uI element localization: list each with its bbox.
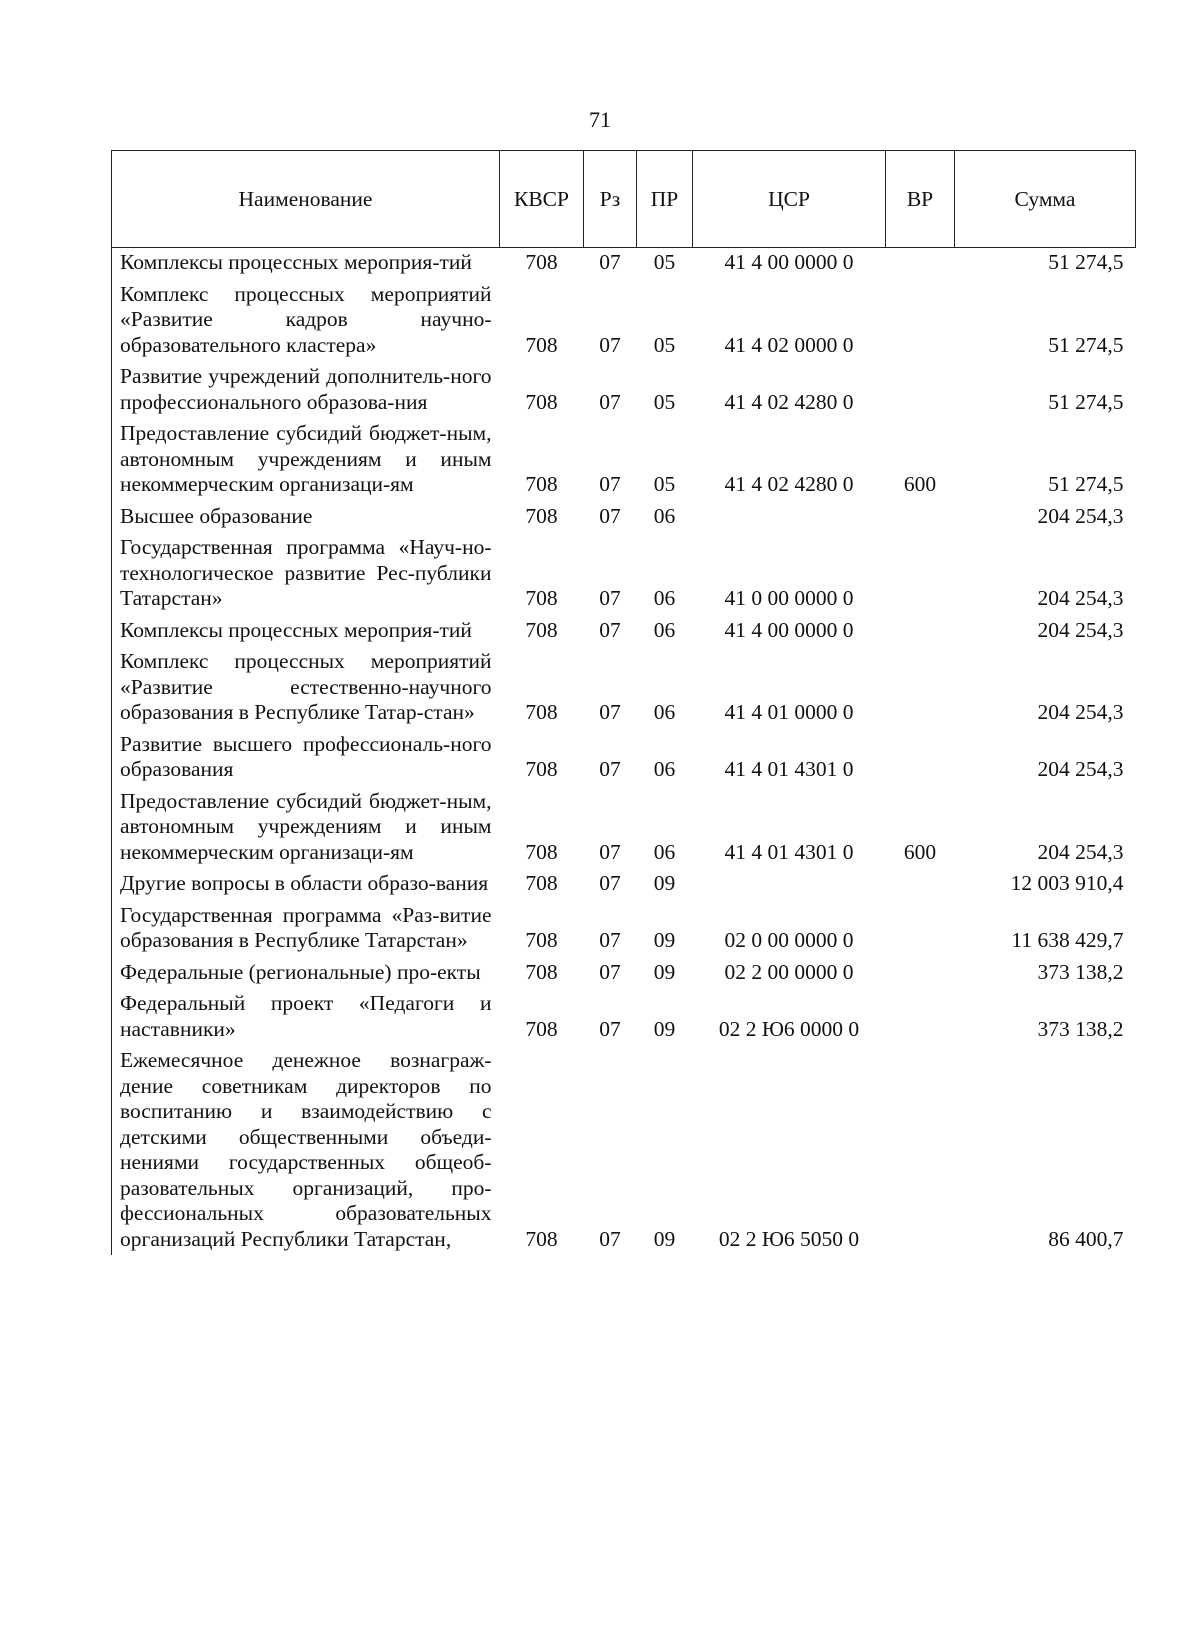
row-rz: 07: [599, 617, 621, 642]
table-row: [112, 646, 1136, 729]
row-kvsr: 708: [525, 250, 558, 274]
row-pr: 06: [653, 700, 676, 724]
row-rz: 07: [599, 839, 621, 864]
table-row: [112, 868, 1136, 900]
header-row: [112, 151, 1136, 248]
header-rz: Рз: [584, 151, 637, 248]
row-csr: 41 4 02 0000 0: [724, 332, 854, 357]
row-name: Комплексы процессных мероприя-тий: [112, 615, 500, 647]
row-pr: 06: [653, 617, 676, 642]
row-rz: 07: [599, 700, 621, 724]
row-kvsr: 708: [525, 959, 558, 984]
row-pr: 06: [653, 586, 676, 610]
row-csr: 41 4 00 0000 0: [724, 617, 854, 642]
row-vr: [886, 501, 955, 533]
row-rz: 07: [599, 332, 621, 357]
header-kvsr: КВСР: [500, 151, 584, 248]
row-rz: 07: [599, 389, 621, 414]
row-rz: 07: [599, 503, 621, 528]
row-sum: 373 138,2: [1037, 1016, 1124, 1041]
header-vr: ВР: [886, 151, 955, 248]
row-kvsr: 708: [525, 332, 558, 357]
table-row: [112, 900, 1136, 957]
row-vr: [886, 957, 955, 989]
row-name: Комплекс процессных мероприятий «Развитие кадров научно-образовательного кластера»: [112, 279, 500, 362]
header-sum: Сумма: [955, 151, 1136, 248]
row-pr: 05: [653, 389, 676, 414]
row-csr: 41 4 01 4301 0: [724, 757, 854, 781]
row-csr: 02 2 Ю6 0000 0: [718, 1016, 860, 1041]
row-sum: 373 138,2: [1037, 959, 1124, 984]
row-sum: 51 274,5: [1048, 472, 1124, 496]
row-vr: [886, 868, 955, 900]
table-row: [112, 957, 1136, 989]
row-csr: [693, 501, 886, 533]
row-name: Другие вопросы в области образо-вания: [112, 868, 500, 900]
row-vr: [886, 361, 955, 418]
row-csr: 41 4 02 4280 0: [724, 389, 854, 414]
row-rz: 07: [599, 871, 621, 895]
row-kvsr: 708: [525, 472, 558, 496]
row-name: Предоставление субсидий бюджет-ным, автономным учреждениям и иным некоммерческим организаци-ям: [112, 786, 500, 869]
row-name: Высшее образование: [112, 501, 500, 533]
row-sum: 204 254,3: [1037, 839, 1124, 864]
row-rz: 07: [599, 250, 621, 274]
row-vr: 600: [903, 472, 937, 496]
row-csr: 02 0 00 0000 0: [724, 928, 854, 952]
row-rz: 07: [599, 472, 621, 496]
row-vr: [886, 646, 955, 729]
budget-table: [111, 150, 1136, 1255]
row-vr: [886, 532, 955, 615]
row-csr: 41 4 00 0000 0: [724, 250, 854, 274]
table-row: [112, 418, 1136, 501]
row-csr: 41 0 00 0000 0: [724, 586, 854, 610]
header-name: Наименование: [112, 151, 500, 248]
row-vr: [886, 900, 955, 957]
header-csr: ЦСР: [693, 151, 886, 248]
row-sum: 204 254,3: [1037, 700, 1124, 724]
row-kvsr: 708: [525, 871, 558, 895]
row-rz: 07: [599, 928, 621, 952]
row-vr: [886, 1045, 955, 1255]
row-kvsr: 708: [525, 617, 558, 642]
page-number: 71: [589, 107, 611, 132]
table-row: [112, 988, 1136, 1045]
table-body: [112, 248, 1136, 1256]
row-vr: [886, 279, 955, 362]
row-sum: 11 638 429,7: [1011, 928, 1124, 952]
row-csr: 41 4 01 0000 0: [724, 700, 854, 724]
row-rz: 07: [599, 1016, 621, 1041]
row-name: Комплекс процессных мероприятий «Развитие естественно-научного образования в Республике Татар-стан»: [112, 646, 500, 729]
row-name: Предоставление субсидий бюджет-ным, автономным учреждениям и иным некоммерческим организаци-ям: [112, 418, 500, 501]
row-kvsr: 708: [525, 1226, 558, 1251]
table-row: [112, 361, 1136, 418]
row-kvsr: 708: [525, 839, 558, 864]
row-vr: [886, 248, 955, 279]
table-row: [112, 1045, 1136, 1255]
row-name: Ежемесячное денежное вознаграж-дение советникам директоров по воспитанию и взаимодействию с детскими общественными объеди-нениями государственных общеоб-разовательных организаций, про-фессиональных образовательных организаций Республики Татарстан,: [112, 1045, 500, 1255]
row-rz: 07: [599, 586, 621, 610]
row-sum: 51 274,5: [1048, 332, 1124, 357]
row-sum: 204 254,3: [1037, 503, 1124, 528]
row-csr: 41 4 02 4280 0: [724, 472, 854, 496]
row-pr: 05: [653, 250, 676, 274]
table-row: [112, 729, 1136, 786]
row-sum: 204 254,3: [1037, 757, 1124, 781]
row-rz: 07: [599, 959, 621, 984]
row-pr: 06: [653, 839, 676, 864]
table-row: [112, 786, 1136, 869]
row-kvsr: 708: [525, 503, 558, 528]
row-name: Федеральный проект «Педагоги и наставники»: [112, 988, 500, 1045]
row-csr: 02 2 00 0000 0: [724, 959, 854, 984]
row-name: Федеральные (региональные) про-екты: [112, 957, 500, 989]
row-csr: 41 4 01 4301 0: [724, 839, 854, 864]
row-csr: 02 2 Ю6 5050 0: [718, 1226, 860, 1251]
row-sum: 51 274,5: [1048, 389, 1124, 414]
row-pr: 09: [653, 871, 676, 895]
row-sum: 204 254,3: [1037, 617, 1124, 642]
row-name: Развитие высшего профессиональ-ного образования: [112, 729, 500, 786]
row-name: Государственная программа «Науч-но-технологическое развитие Рес-публики Татарстан»: [112, 532, 500, 615]
row-kvsr: 708: [525, 700, 558, 724]
table-row: [112, 532, 1136, 615]
row-sum: 86 400,7: [1048, 1226, 1124, 1251]
row-pr: 09: [653, 1016, 676, 1041]
row-pr: 09: [653, 1226, 676, 1251]
row-kvsr: 708: [525, 757, 558, 781]
table-row: [112, 501, 1136, 533]
row-pr: 05: [653, 472, 676, 496]
row-name: Комплексы процессных мероприя-тий: [112, 248, 500, 279]
row-vr: [886, 615, 955, 647]
row-sum: 12 003 910,4: [1010, 871, 1124, 895]
row-csr: [693, 868, 886, 900]
table-row: [112, 615, 1136, 647]
row-sum: 204 254,3: [1037, 586, 1124, 610]
table-row: [112, 248, 1136, 279]
row-name: Развитие учреждений дополнитель-ного профессионального образова-ния: [112, 361, 500, 418]
row-kvsr: 708: [525, 928, 558, 952]
row-kvsr: 708: [525, 586, 558, 610]
row-vr: [886, 729, 955, 786]
row-vr: 600: [903, 839, 937, 864]
row-pr: 06: [653, 503, 676, 528]
row-rz: 07: [599, 757, 621, 781]
row-pr: 06: [653, 757, 676, 781]
table-header: [112, 151, 1136, 248]
header-pr: ПР: [637, 151, 693, 248]
row-pr: 09: [653, 928, 676, 952]
row-kvsr: 708: [525, 1016, 558, 1041]
row-rz: 07: [599, 1226, 621, 1251]
row-sum: 51 274,5: [1048, 250, 1124, 274]
row-name: Государственная программа «Раз-витие образования в Республике Татарстан»: [112, 900, 500, 957]
row-kvsr: 708: [525, 389, 558, 414]
row-pr: 09: [653, 959, 676, 984]
row-pr: 05: [653, 332, 676, 357]
table-row: [112, 279, 1136, 362]
row-vr: [886, 988, 955, 1045]
